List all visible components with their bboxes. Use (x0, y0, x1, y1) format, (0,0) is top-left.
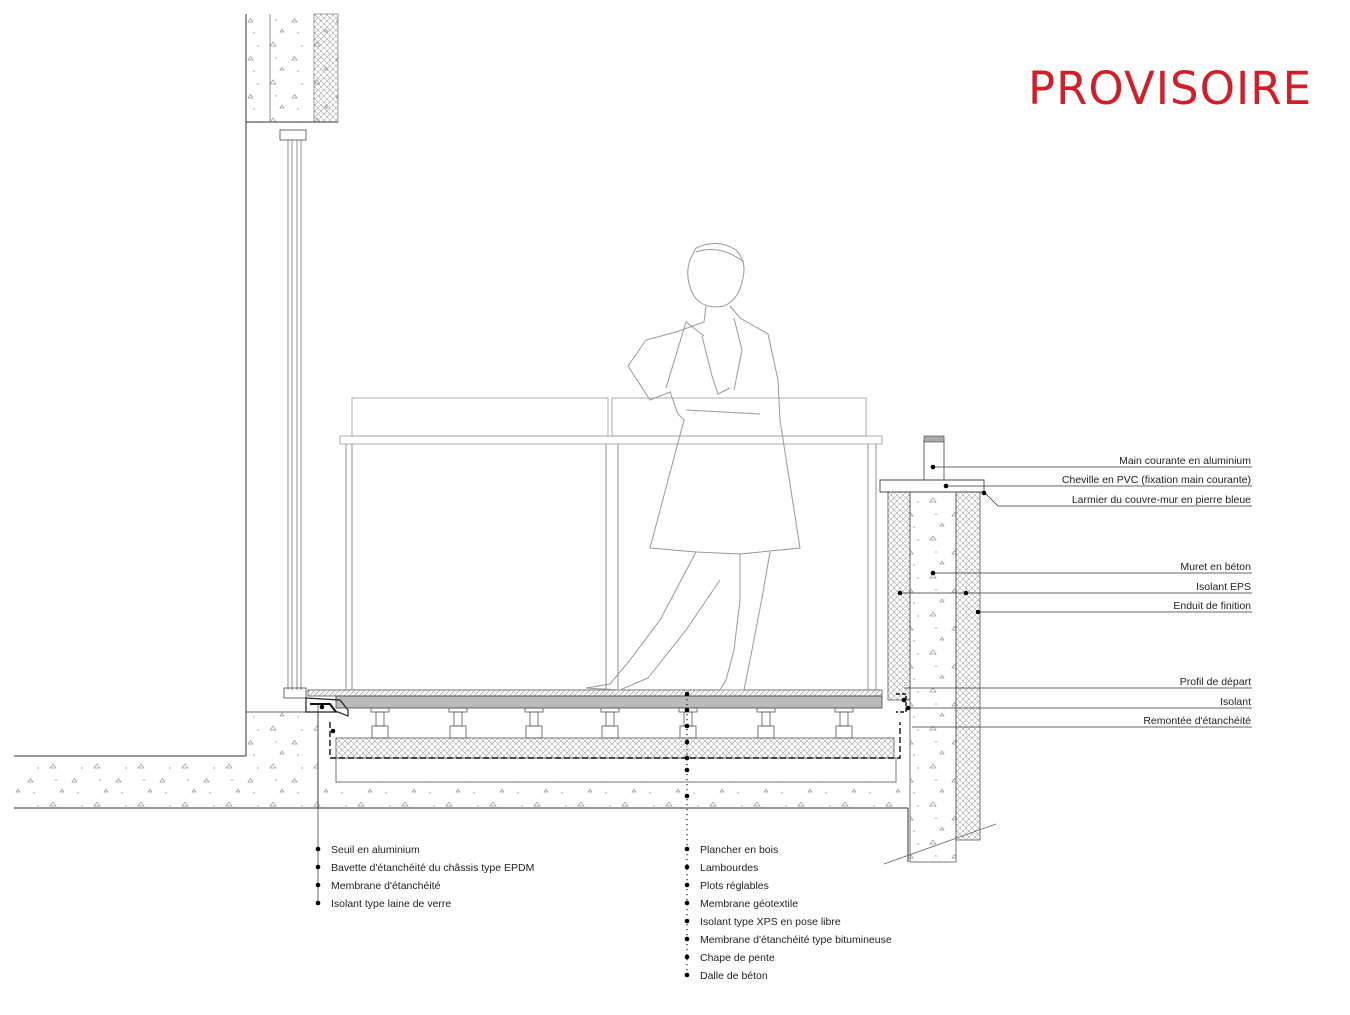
upper-facade-wall (246, 14, 338, 122)
pedestal (371, 708, 389, 738)
label-enduit-finition: Enduit de finition (1173, 600, 1251, 612)
label-membrane-bitumineuse: Membrane d'étanchéité type bitumineuse (700, 934, 892, 946)
label-dalle-beton: Dalle de béton (700, 970, 768, 982)
label-plancher-bois: Plancher en bois (700, 844, 779, 856)
pedestal (601, 708, 619, 738)
adjustable-pedestals (371, 708, 853, 738)
interior-floor-slab (14, 122, 320, 808)
label-cheville-pvc: Cheville en PVC (fixation main courante) (1061, 474, 1251, 486)
label-isolant: Isolant (1220, 696, 1251, 708)
label-isolant-eps: Isolant EPS (1196, 581, 1251, 593)
bottom-leader-lines (318, 692, 689, 976)
pedestal (679, 708, 697, 738)
window-frame (280, 130, 306, 698)
label-chape-pente: Chape de pente (700, 952, 775, 964)
label-main-courante: Main courante en aluminium (1119, 455, 1251, 467)
pedestal (525, 708, 543, 738)
wood-decking (308, 690, 882, 708)
pedestal (835, 708, 853, 738)
left-bottom-labels (316, 844, 535, 910)
label-lambourdes: Lambourdes (700, 862, 759, 874)
label-larmier: Larmier du couvre-mur en pierre bleue (1071, 494, 1251, 506)
right-labels (1062, 455, 1251, 727)
drawing-status-title: PROVISOIRE (1027, 62, 1312, 115)
label-isolant-xps: Isolant type XPS en pose libre (700, 916, 841, 928)
label-muret-beton: Muret en béton (1180, 561, 1251, 573)
label-remontee-etancheite: Remontée d'étanchéité (1143, 715, 1251, 727)
label-profil-depart: Profil de départ (1179, 676, 1251, 688)
label-laine-de-verre: Isolant type laine de verre (331, 898, 452, 910)
background-bench (340, 398, 882, 690)
center-bottom-labels (685, 844, 892, 982)
label-bavette-epdm: Bavette d'étanchéité du châssis type EPDM (331, 862, 535, 874)
pedestal (449, 708, 467, 738)
label-plots-reglables: Plots réglables (700, 880, 769, 892)
label-membrane-etancheite: Membrane d'étanchéité (331, 880, 441, 892)
label-membrane-geotextile: Membrane géotextile (700, 898, 799, 910)
label-seuil-aluminium: Seuil en aluminium (331, 844, 420, 856)
pedestal (757, 708, 775, 738)
